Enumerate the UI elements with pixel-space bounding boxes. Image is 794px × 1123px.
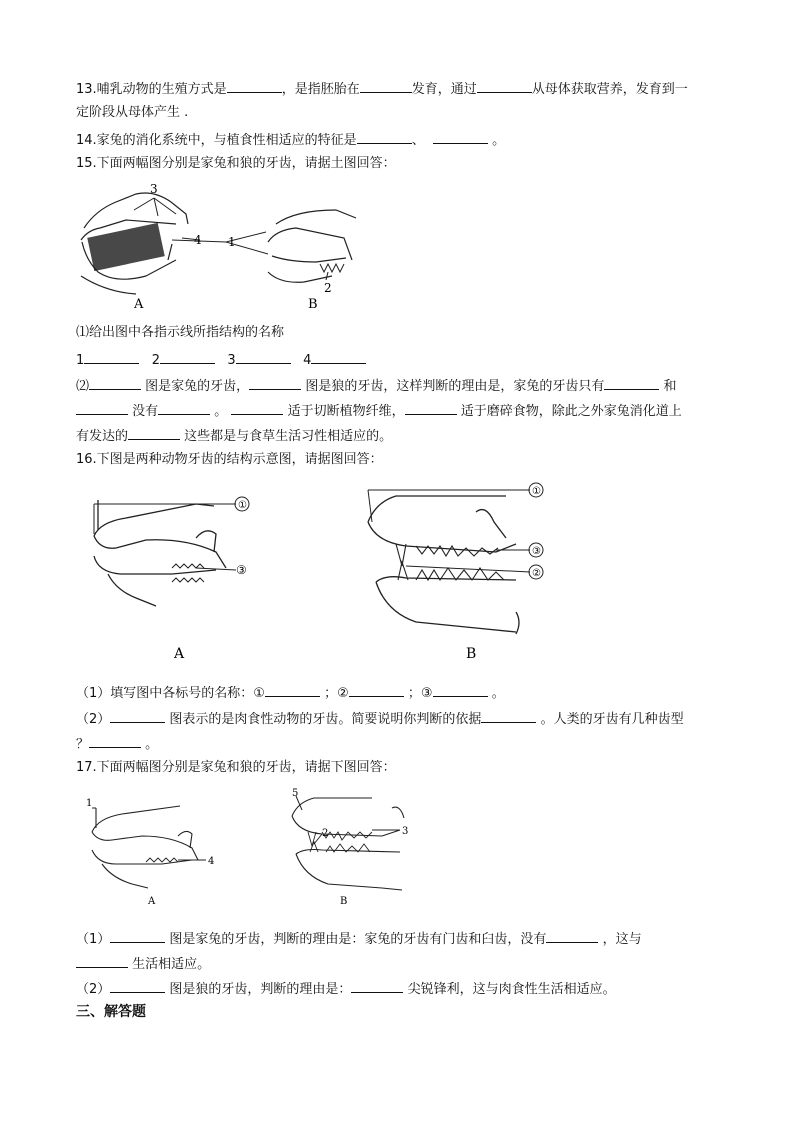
- q13-text-a: 13.哺乳动物的生殖方式是: [76, 82, 227, 97]
- q17-p3: [76, 979, 616, 999]
- q16-a-pointer-lines: [94, 504, 236, 570]
- q17-p3-text-b: 图是狼的牙齿，判断的理由是：: [169, 982, 352, 997]
- q15-p2-text-b: 图是家兔的牙齿，: [145, 379, 250, 394]
- q15-p3-text-a: 没有: [132, 404, 159, 419]
- answer-blank[interactable]: [110, 709, 165, 723]
- q13-line1: [76, 79, 688, 99]
- q15-figure: [76, 180, 376, 315]
- answer-blank[interactable]: [546, 929, 598, 943]
- answer-blank[interactable]: [405, 401, 457, 415]
- q15-p2-text-c: 图是狼的牙齿，这样判断的理由是，家兔的牙齿只有: [305, 379, 605, 394]
- label-b-3: ③: [532, 546, 541, 557]
- answer-blank[interactable]: [349, 683, 404, 697]
- wolf-skull-outline: [368, 496, 519, 634]
- q15-p2-prefix: ⑵: [76, 379, 90, 394]
- q16-p2-prefix: （2）: [76, 712, 111, 727]
- label-2: 2: [322, 828, 329, 839]
- q13-text-d: 从母体获取营养，发育到一: [531, 82, 688, 97]
- figure-label-a: A: [174, 646, 185, 662]
- answer-blank[interactable]: [158, 401, 210, 415]
- q17-p1-text-c: ，这与: [602, 932, 642, 947]
- figure-label-a: A: [148, 896, 156, 907]
- answer-blank[interactable]: [481, 709, 536, 723]
- label-4: 4: [194, 233, 202, 247]
- figure-label-b: B: [308, 297, 318, 312]
- answer-blank[interactable]: [433, 130, 488, 144]
- q16-title: 16.下图是两种动物牙齿的结构示意图，请据图回答：: [76, 452, 383, 467]
- q13-text-e: 定阶段从母体产生 .: [76, 105, 189, 120]
- q13-text-c: 发育，通过: [411, 82, 477, 97]
- label-3: 3: [402, 826, 409, 837]
- q17-p1-text-b: 图是家兔的牙齿，判断的理由是：家兔的牙齿有门齿和臼齿，没有: [169, 932, 547, 947]
- q17-p3-text-c: 尖锐锋利，这与肉食性生活相适应。: [407, 982, 616, 997]
- q15-title: 15.下面两幅图分别是家兔和狼的牙齿，请据土图回答：: [76, 156, 396, 171]
- q16-p2: [76, 709, 684, 729]
- answer-blank[interactable]: [351, 979, 403, 993]
- q16-p3-text-a: ？: [76, 737, 90, 752]
- q16-p1: [76, 683, 505, 703]
- q16-p1-mark-3: ③: [420, 686, 433, 701]
- answer-blank[interactable]: [76, 954, 128, 968]
- label-3: 3: [150, 182, 158, 196]
- q17-p3-prefix: （2）: [76, 982, 111, 997]
- rabbit-teeth-shading: [87, 223, 164, 271]
- q16-p1-text-a: （1）填写图中各标号的名称：: [76, 686, 254, 701]
- wolf-teeth-small: [308, 832, 372, 852]
- q15-p4-text-b: 这些都是与食草生活习性相适应的。: [184, 429, 393, 444]
- q16-p1-mark-1: ①: [253, 686, 265, 701]
- rabbit-skull-outline-small: [92, 806, 198, 888]
- wolf-skull-drawing: [268, 210, 356, 282]
- answer-blank[interactable]: [76, 401, 128, 415]
- answer-blank[interactable]: [311, 350, 366, 364]
- q14-line: [76, 130, 505, 150]
- label-a-3: ③: [236, 563, 247, 577]
- pointer-2: [326, 272, 328, 280]
- q15-p2-text-d: 和: [663, 379, 677, 394]
- q17-p2-text: 生活相适应。: [132, 957, 211, 972]
- num-4: 4: [303, 353, 312, 368]
- answer-blank[interactable]: [433, 683, 488, 697]
- label-b-2: ②: [532, 568, 541, 579]
- answer-blank[interactable]: [477, 79, 532, 93]
- q16-figure: [76, 482, 566, 667]
- figure-label-b: B: [466, 646, 477, 662]
- q16-p1-end: 。: [491, 686, 505, 701]
- wolf-skull-outline-small: [292, 798, 404, 890]
- q15-p3-text-b: 。: [214, 404, 228, 419]
- label-5: 5: [292, 788, 299, 799]
- label-a-1: ①: [238, 500, 247, 511]
- q14-text-b: 、: [411, 133, 425, 148]
- q15-p3: [76, 401, 682, 421]
- answer-blank[interactable]: [249, 376, 301, 390]
- q16-p1-mark-2: ②: [337, 686, 349, 701]
- q15-p3-text-d: 适于磨碎食物，除此之外家兔消化道上: [460, 404, 682, 419]
- section-heading: 三、解答题: [76, 1004, 146, 1020]
- answer-blank[interactable]: [236, 350, 291, 364]
- answer-blank[interactable]: [604, 376, 659, 390]
- q13-text-b: ，是指胚胎在: [281, 82, 360, 97]
- answer-blank[interactable]: [231, 401, 283, 415]
- label-1: 1: [86, 798, 93, 809]
- label-b-1: ①: [532, 486, 541, 497]
- num-2: 2: [151, 353, 160, 368]
- q17-title: 17.下面两幅图分别是家兔和狼的牙齿，请据下图回答：: [76, 760, 396, 775]
- q17-p2: [76, 954, 210, 974]
- answer-blank[interactable]: [265, 683, 320, 697]
- q16-b-pointer-lines: [368, 490, 530, 572]
- q15-p2: [76, 376, 676, 396]
- num-3: 3: [227, 353, 236, 368]
- answer-blank[interactable]: [357, 130, 412, 144]
- label-2: 2: [324, 281, 332, 295]
- answer-blank[interactable]: [110, 979, 165, 993]
- q15-p4-text-a: 有发达的: [76, 429, 129, 444]
- wolf-lower-teeth: [398, 562, 504, 580]
- label-4: 4: [208, 856, 215, 867]
- q14-text-c: 。: [492, 133, 506, 148]
- answer-blank[interactable]: [227, 79, 282, 93]
- answer-blank[interactable]: [84, 350, 139, 364]
- q16-p3-text-b: 。: [145, 737, 159, 752]
- figure-label-b: B: [340, 896, 348, 907]
- rabbit-molars-small: [146, 858, 178, 862]
- q17-figure: [82, 788, 422, 910]
- q14-text-a: 14.家兔的消化系统中，与植食性相适应的特征是: [76, 133, 357, 148]
- answer-blank[interactable]: [128, 426, 180, 440]
- q16-p2-text-b: 图表示的是肉食性动物的牙齿。简要说明你判断的依据: [169, 712, 482, 727]
- q15-p1: ⑴给出图中各指示线所指结构的名称: [76, 325, 285, 340]
- q17-p1-prefix: （1）: [76, 932, 111, 947]
- q16-p2-text-c: 。人类的牙齿有几种齿型: [540, 712, 684, 727]
- wolf-upper-teeth: [396, 544, 498, 566]
- q16-p3: [76, 734, 158, 754]
- q16-p1-sep-1: ；: [324, 686, 338, 701]
- q16-p1-sep-2: ；: [407, 686, 421, 701]
- figure-label-a: A: [134, 297, 144, 312]
- q17-p1: [76, 929, 642, 949]
- q15-p3-text-c: 适于切断植物纤维，: [287, 404, 405, 419]
- q15-number-row: [76, 350, 366, 370]
- num-1: 1: [76, 353, 85, 368]
- answer-blank[interactable]: [89, 376, 141, 390]
- answer-blank[interactable]: [110, 929, 165, 943]
- label-1: 1: [228, 235, 236, 249]
- answer-blank[interactable]: [160, 350, 215, 364]
- rabbit-skull-outline: [94, 500, 226, 606]
- wolf-teeth-row: [320, 264, 344, 272]
- answer-blank[interactable]: [360, 79, 412, 93]
- answer-blank[interactable]: [89, 734, 141, 748]
- q13-line2: [76, 104, 188, 122]
- q17-b-pointer-lines: [296, 796, 400, 844]
- q15-p4: [76, 426, 392, 446]
